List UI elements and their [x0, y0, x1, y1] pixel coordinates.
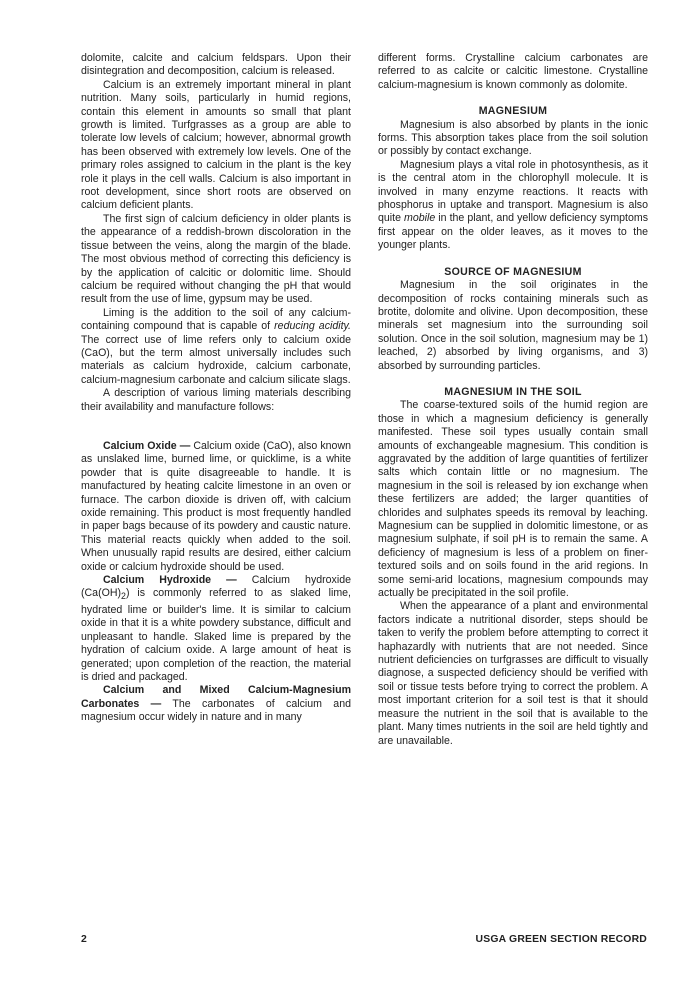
text: The correct use of lime refers only to calcium oxide (CaO), but the term almost universally includes such materials as calcium hydroxide, calcium carbonate, calcium-magnesium carbonate and calcium silicate slags.: [81, 333, 351, 386]
emphasis: reducing acidity.: [274, 320, 351, 333]
section-heading-source: SOURCE OF MAGNESIUM: [444, 265, 582, 278]
page-number: 2: [81, 934, 87, 945]
text: Calcium hydroxide (Ca(OH): [81, 574, 351, 600]
text: Magnesium plays a vital role in photosynthesis, as it is the central atom in the chlorophyll molecule. It is involved in many enzyme reactions. It reacts with phosphorus in uptake and transport. Magnesium is also quite: [378, 158, 648, 225]
subscript: 2: [121, 591, 126, 602]
left-column: [81, 52, 351, 725]
publication-title: USGA GREEN SECTION RECORD: [475, 934, 647, 945]
paragraph: Calcium is an extremely important mineral in plant nutrition. Many soils, particularly in humid regions, contain this element in amounts so small that plant growth is limited. Turfgrasses as a group are able to tolerate low levels of calcium; however, abnormal growth has been observed with extremely low levels. One of the primary roles assigned to calcium in the plant is the key role it plays in the cell walls. Calcium is also important in root development, since short roots are observed on calcium deficient plants.: [81, 78, 351, 212]
paragraph-carbonates: [81, 684, 351, 724]
run-in-heading: Calcium Hydroxide —: [103, 574, 237, 587]
paragraph-calcium-hydroxide: [81, 574, 351, 684]
paragraph-photosynthesis: [378, 159, 648, 253]
paragraph: When the appearance of a plant and environmental factors indicate a nutritional disorder, steps should be taken to verify the problem before attempting to correct it haphazardly with nutrients that are not needed. Since nutrient deficiencies on turfgrasses are difficult to visually diagnose, a suspected deficiency should be verified with soil or tissue tests before trying to correct the problem. A most important criterion for a soil test is that it should measure the nutrient in the soil that is available to the plant. Many times nutrients in the soil are held tightly and are unavailable.: [378, 600, 648, 747]
section-heading-magnesium: MAGNESIUM: [478, 105, 548, 118]
text: ) is commonly referred to as slaked lime, hydrated lime or builder's lime. It is similar to calcium oxide in that it is a white powdery substance, difficult and unpleasant to handle. Slaked lime is prepared by the hydration of calcium oxide. A large amount of heat is generated; upon completion of the reaction, the material is dried and packaged.: [81, 587, 351, 683]
paragraph-liming: [81, 307, 351, 387]
paragraph: A description of various liming materials describing their availability and manufacture follows:: [81, 387, 351, 413]
text: The carbonates of calcium and magnesium occur widely in nature and in many: [81, 697, 351, 724]
run-in-heading: Calcium and Mixed Calcium-Magnesium Carbonates —: [81, 684, 351, 710]
paragraph-calcium-oxide: [81, 440, 351, 574]
text: Liming is the addition to the soil of any calcium-containing compound that is capable of: [81, 306, 351, 333]
paragraph: The first sign of calcium deficiency in older plants is the appearance of a reddish-brown discoloration in the tissue between the veins, along the margin of the blade. The most obvious method of correcting this deficiency is by the application of calcitic or dolomitic lime. Should calcium be required without changing the pH that would result from the use of lime, gypsum may be used.: [81, 212, 351, 306]
paragraph: Magnesium is also absorbed by plants in the ionic forms. This absorption takes place from the soil solution or possibly by contact exchange.: [378, 118, 648, 158]
run-in-heading: Calcium Oxide —: [103, 439, 191, 452]
right-column: [378, 52, 648, 748]
paragraph: different forms. Crystalline calcium carbonates are referred to as calcite or calcitic limestone. Crystalline calcium-magnesium is known commonly as dolomite.: [378, 52, 648, 91]
paragraph: The coarse-textured soils of the humid region are those in which a magnesium deficiency is generally manifested. These soil types usually contain small amounts of exchangeable magnesium. This condition is aggravated by the addition of large quantities of fertilizer salts which contain little or no magnesium. The magnesium in the soil is released by ion exchange when these fertilizers are added; the larger quantities of chlorides and sulphates speeds its removal by leaching. Magnesium can be supplied in dolomitic limestone, or as magnesium sulphate, if soil pH is to remain the same. A deficiency of magnesium is less of a problem on finer-textured soils and on soils found in the arid regions. In some semi-arid locations, magnesium compounds may actually be precipitated in the soil profile.: [378, 399, 648, 600]
emphasis: mobile: [404, 212, 436, 225]
paragraph: dolomite, calcite and calcium feldspars. Upon their disintegration and decomposition, calcium is released.: [81, 52, 351, 78]
paragraph: Magnesium in the soil originates in the decomposition of rocks containing minerals such as brotite, dolomite and olivine. Upon decomposition, these minerals set magnesium into the surrounding soil solution. Once in the soil solution, magnesium may be 1) leached, 2) absorbed by living organisms, and 3) absorbed by surrounding particles.: [378, 279, 648, 372]
text: Calcium oxide (CaO), also known as unslaked lime, burned lime, or quicklime, is a white powder that is quite disagreeable to handle. It is manufactured by heating calcite limestone in an oven or furnace. The carbon dioxide is driven off, with calcium oxide remaining. This product is most frequently handled in paper bags because of its powdery and caustic nature. This material reacts quickly when added to the soil. When unusually rapid results are desired, either calcium oxide or calcium hydroxide should be used.: [81, 439, 351, 573]
text: in the plant, and yellow deficiency symptoms first appear on the older leaves, as it moves to the younger plants.: [378, 212, 648, 252]
section-heading-soil: MAGNESIUM IN THE SOIL: [444, 385, 582, 398]
